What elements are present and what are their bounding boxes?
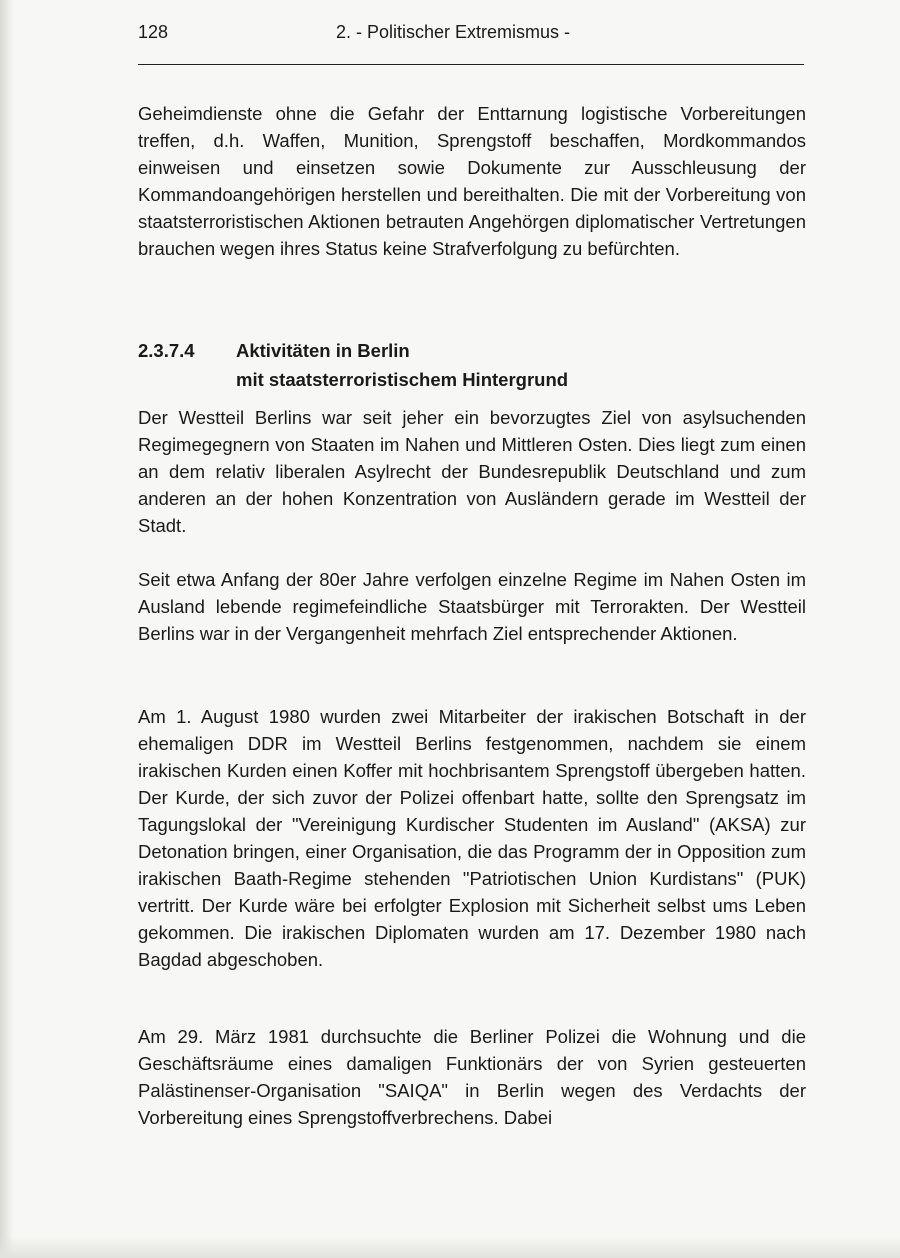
paragraph-4: Am 1. August 1980 wurden zwei Mitarbeiter der irakischen Botschaft in der ehemaligen DDR im Westteil Berlins festgenommen, nachdem sie einem irakischen Kurden einen Koffer mit hochbrisantem Sprengstoff übergeben hatten. Der Kurde, der sich zuvor der Polizei offenbart hatte, sollte den Sprengsatz im Tagungslokal der "Vereinigung Kurdischer Studenten im Ausland" (AKSA) zur Detonation bringen, einer Organisation, die das Programm der in Opposition zum irakischen Baath-Regime stehenden "Patriotischen Union Kurdistans" (PUK) vertritt. Der Kurde wäre bei erfolgter Explosion mit Sicherheit selbst ums Leben gekommen. Die irakischen Diplomaten wurden am 17. Dezember 1980 nach Bagdad abgeschoben. xyxy=(138,706,806,970)
paragraph-3: Seit etwa Anfang der 80er Jahre verfolgen einzelne Regime im Nahen Osten im Ausland lebende regimefeindliche Staatsbürger mit Terrorakten. Der Westteil Berlins war in der Vergangenheit mehrfach Ziel entsprechender Aktionen. xyxy=(138,569,806,644)
scan-edge-shadow xyxy=(0,0,14,1258)
section-title-line-1: Aktivitäten in Berlin xyxy=(236,340,410,361)
scan-bottom-shadow xyxy=(0,1236,900,1258)
paragraph-1: Geheimdienste ohne die Gefahr der Enttarnung logistische Vorbereitungen treffen, d.h. Waffen, Munition, Sprengstoff beschaffen, Mordkommandos einweisen und einsetzen sowie Dokumente zur Ausschleusung der Kommandoangehörigen herstellen und bereithalten. Die mit der Vorbereitung von staatsterroristischen Aktionen betrauten Angehörgen diplomatischer Vertretungen brauchen wegen ihres Status keine Strafverfolgung zu befürchten. xyxy=(138,103,806,259)
page-number: 128 xyxy=(138,22,169,42)
section-title-line-2: mit staatsterroristischem Hintergrund xyxy=(236,369,569,390)
section-title xyxy=(236,336,568,394)
page-header xyxy=(138,22,804,52)
running-title: 2. - Politischer Extremismus - xyxy=(336,22,571,42)
paragraph-2: Der Westteil Berlins war seit jeher ein bevorzugtes Ziel von asylsuchenden Regimegegnern von Staaten im Nahen und Mittleren Osten. Dies liegt zum einen an dem relativ liberalen Asylrecht der Bundesrepublik Deutschland und zum anderen an der hohen Konzentration von Ausländern gerade im Westteil der Stadt. xyxy=(138,407,806,536)
paragraph-5: Am 29. März 1981 durchsuchte die Berliner Polizei die Wohnung und die Geschäftsräume eines damaligen Funktionärs der von Syrien gesteuerten Palästinenser-Organisation "SAIQA" in Berlin wegen des Verdachts der Vorbereitung eines Sprengstoffverbrechens. Dabei xyxy=(138,1026,806,1128)
header-rule xyxy=(138,64,804,65)
section-number: 2.3.7.4 xyxy=(138,340,195,361)
